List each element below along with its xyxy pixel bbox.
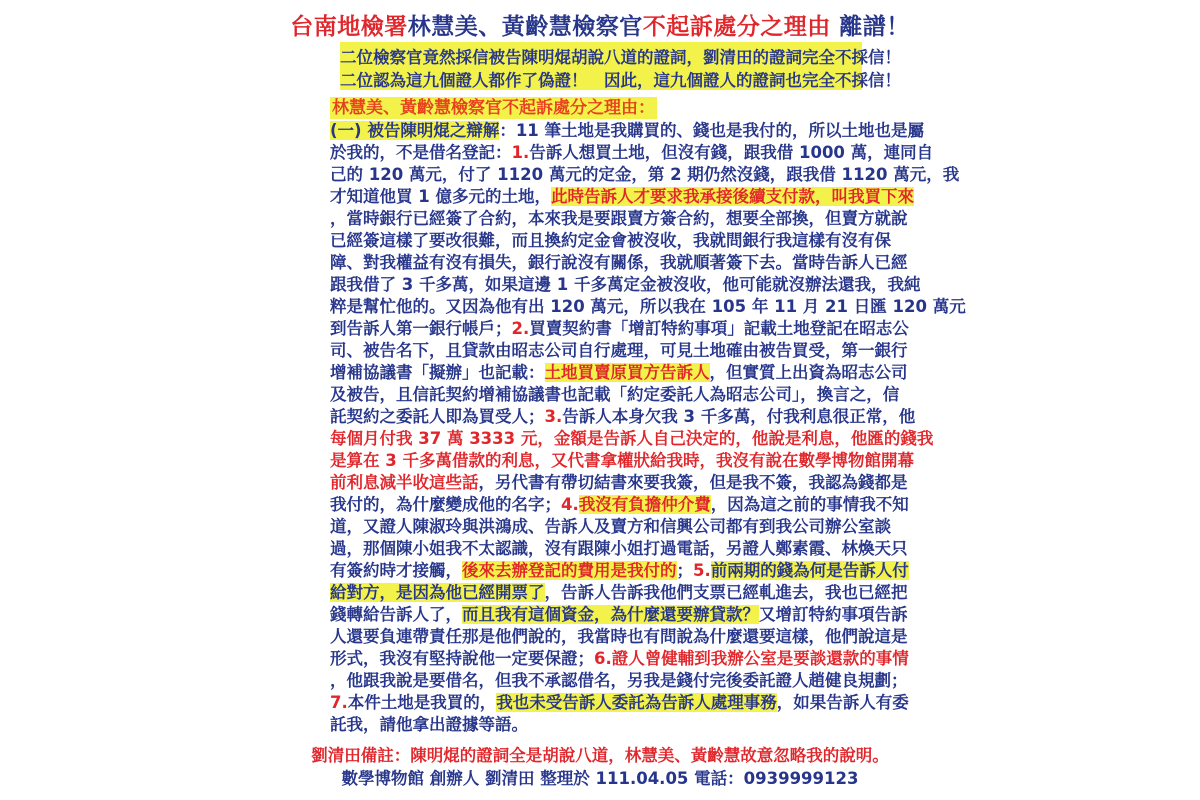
- document-title: [0, 8, 1200, 41]
- text-segment: ，告訴人告訴我他們支票已經軋進去，我也已經把: [544, 583, 908, 602]
- title-office: 台南地檢署: [290, 14, 408, 40]
- highlighted-text: 而且我有這個資金，為什麼還要辦貸款？: [462, 605, 759, 624]
- text-segment: 人還要負連帶責任那是他們說的，我當時也有問說為什麼還要這樣，他們說這是: [330, 627, 908, 646]
- text-line: [330, 714, 868, 736]
- highlighted-text: 此時告訴人才要求我承接後續支付款，叫我買下來: [550, 187, 914, 206]
- red-text: 1.: [511, 143, 530, 162]
- text-segment: ，他跟我說是要借名，但我不承認借名，另我是錢付完後委託證人趙健良規劃；: [330, 671, 908, 690]
- red-text: 5.: [693, 561, 711, 580]
- red-text: 3.: [544, 407, 563, 426]
- text-segment: 己的 120 萬元，付了 1120 萬元的定金，第 2 期仍然沒錢，跟我借 1120 萬元，我: [330, 165, 960, 184]
- text-segment: ，如果告訴人有委: [776, 693, 909, 712]
- text-line: [330, 538, 908, 560]
- text-line: [330, 626, 908, 648]
- text-line: [330, 274, 921, 296]
- text-line: [330, 450, 914, 472]
- document-footer: 數學博物館 創辦人 劉清田 整理於 111.04.05 電話：0939999123: [341, 769, 859, 788]
- text-segment: 託我，請他拿出證據等語。: [330, 715, 528, 734]
- text-segment: 託契約之委託人即為買受人；: [330, 407, 545, 426]
- text-segment: 障、對我權益有沒有損失，銀行說沒有關係，我就順著簽下去。當時告訴人已經: [330, 253, 908, 272]
- text-line: [330, 340, 908, 362]
- text-segment: 買賣契約書「增訂特約事項」記載土地登記在昭志公: [529, 319, 909, 338]
- text-segment: 道，又證人陳淑玲與洪鴻成、告訴人及賣方和信興公司都有到我公司辦公室談: [330, 517, 891, 536]
- text-line: [330, 384, 900, 406]
- text-line: [330, 120, 925, 142]
- highlighted-text: 前兩期的錢為何是告訴人付: [710, 561, 909, 580]
- text-segment: 過，那個陳小姐我不太認識，沒有跟陳小姐打過電話，另證人鄭素霞、林煥天只: [330, 539, 908, 558]
- highlighted-text: 我沒有負擔仲介費: [578, 495, 711, 514]
- summary-line-2: 二位認為這九個證人都作了偽證！ 因此，這九個證人的證詞也完全不採信！: [340, 71, 901, 90]
- red-text: 4.: [561, 495, 579, 514]
- text-line: [330, 318, 909, 340]
- section-heading: 林慧美、黃齡慧檢察官不起訴處分之理由：: [332, 98, 655, 118]
- red-text: 前利息減半收這些話: [330, 473, 479, 492]
- text-line: [330, 252, 908, 274]
- text-line: [330, 362, 908, 384]
- text-line: [330, 494, 909, 516]
- text-segment: 到告訴人第一銀行帳戶；: [330, 319, 512, 338]
- text-line: [330, 186, 914, 208]
- text-segment: ，但實質上出資為昭志公司: [709, 363, 908, 382]
- text-line: [330, 692, 909, 714]
- red-text: 2.: [511, 319, 530, 338]
- author-note: 劉清田備註：陳明焜的證詞全是胡說八道，林慧美、黃齡慧故意忽略我的說明。: [311, 746, 889, 765]
- highlighted-text: 土地買賣原買方告訴人: [544, 363, 710, 382]
- text-segment: ，因為這之前的事情我不知: [710, 495, 909, 514]
- text-segment: 增補協議書「擬辦」也記載：: [330, 363, 545, 382]
- red-text: 是算在 3 千多萬借款的利息，又代書拿權狀給我時，我沒有說在數學博物館開幕: [330, 451, 914, 470]
- text-line: [330, 230, 891, 252]
- text-segment: 告訴人想買土地，但沒有錢，跟我借 1000 萬，連同自: [529, 143, 934, 162]
- text-line: [330, 670, 908, 692]
- text-line: [330, 208, 908, 230]
- text-segment: 及被告，且信託契約增補協議書也記載「約定委託人為昭志公司」，換言之，信: [330, 385, 900, 404]
- text-line: [330, 648, 909, 670]
- highlighted-text: 我也未受告訴人委託為告訴人處理事務: [496, 693, 777, 712]
- text-segment: 我付的，為什麼變成他的名字；: [330, 495, 561, 514]
- text-segment: ；: [676, 561, 693, 580]
- text-line: [330, 604, 908, 626]
- text-segment: ：11 筆土地是我購買的、錢也是我付的，所以土地也是屬: [499, 121, 925, 140]
- text-segment: 本件土地是我買的，: [347, 693, 497, 712]
- text-line: [330, 406, 916, 428]
- text-segment: ，當時銀行已經簽了合約，本來我是要跟賣方簽合約，想要全部換，但賣方就說: [330, 209, 908, 228]
- text-segment: 粹是幫忙他的。又因為他有出 120 萬元，所以我在 105 年 11 月 21 日匯 120 萬元: [330, 297, 966, 316]
- red-text: 7.: [330, 693, 348, 712]
- red-text: 每個月付我 37 萬 3333 元，金額是告訴人自己決定的，他說是利息，他匯的錢我: [330, 429, 934, 448]
- text-line: [330, 142, 934, 164]
- text-line: [330, 560, 909, 582]
- document-body: [330, 120, 966, 736]
- highlighted-text: (一) 被告陳明焜之辯解: [330, 121, 500, 140]
- title-exclaim: 離譜！: [830, 14, 910, 40]
- title-prosecutors: 林慧美、黃齡慧檢察官: [407, 14, 643, 40]
- highlighted-text: 後來去辦登記的費用是我付的: [462, 561, 677, 580]
- text-line: [330, 296, 966, 318]
- summary-line-1: 二位檢察官竟然採信被告陳明焜胡說八道的證詞，劉清田的證詞完全不採信！: [340, 48, 901, 67]
- text-segment: 形式，我沒有堅持說他一定要保證；: [330, 649, 594, 668]
- red-text: 6.證人曾健輔到我辦公室是要談還款的事情: [594, 649, 909, 668]
- text-segment: 跟我借了 3 千多萬，如果這邊 1 千多萬定金被沒收，他可能就沒辦法還我，我純: [330, 275, 921, 294]
- text-line: [330, 582, 908, 604]
- text-segment: 告訴人本身欠我 3 千多萬，付我利息很正常，他: [562, 407, 916, 426]
- text-segment: 才知道他買 1 億多元的土地，: [330, 187, 551, 206]
- text-segment: 有簽約時才接觸，: [330, 561, 462, 580]
- text-line: [330, 516, 891, 538]
- text-segment: 於我的，不是借名登記：: [330, 143, 512, 162]
- text-line: [330, 164, 960, 186]
- text-line: [330, 428, 934, 450]
- text-segment: 錢轉給告訴人了，: [330, 605, 462, 624]
- title-subject: 不起訴處分之理由: [642, 14, 831, 40]
- text-segment: 司、被告名下，且貸款由昭志公司自行處理，可見土地確由被告買受，第一銀行: [330, 341, 908, 360]
- text-segment: 已經簽這樣了要改很難，而且換約定金會被沒收，我就問銀行我這樣有沒有保: [330, 231, 891, 250]
- text-line: [330, 472, 908, 494]
- text-segment: ，另代書有帶切結書來要我簽，但是我不簽，我認為錢都是: [478, 473, 908, 492]
- text-segment: 又增訂特約事項告訴: [759, 605, 908, 624]
- highlighted-text: 給對方，是因為他已經開票了: [330, 583, 545, 602]
